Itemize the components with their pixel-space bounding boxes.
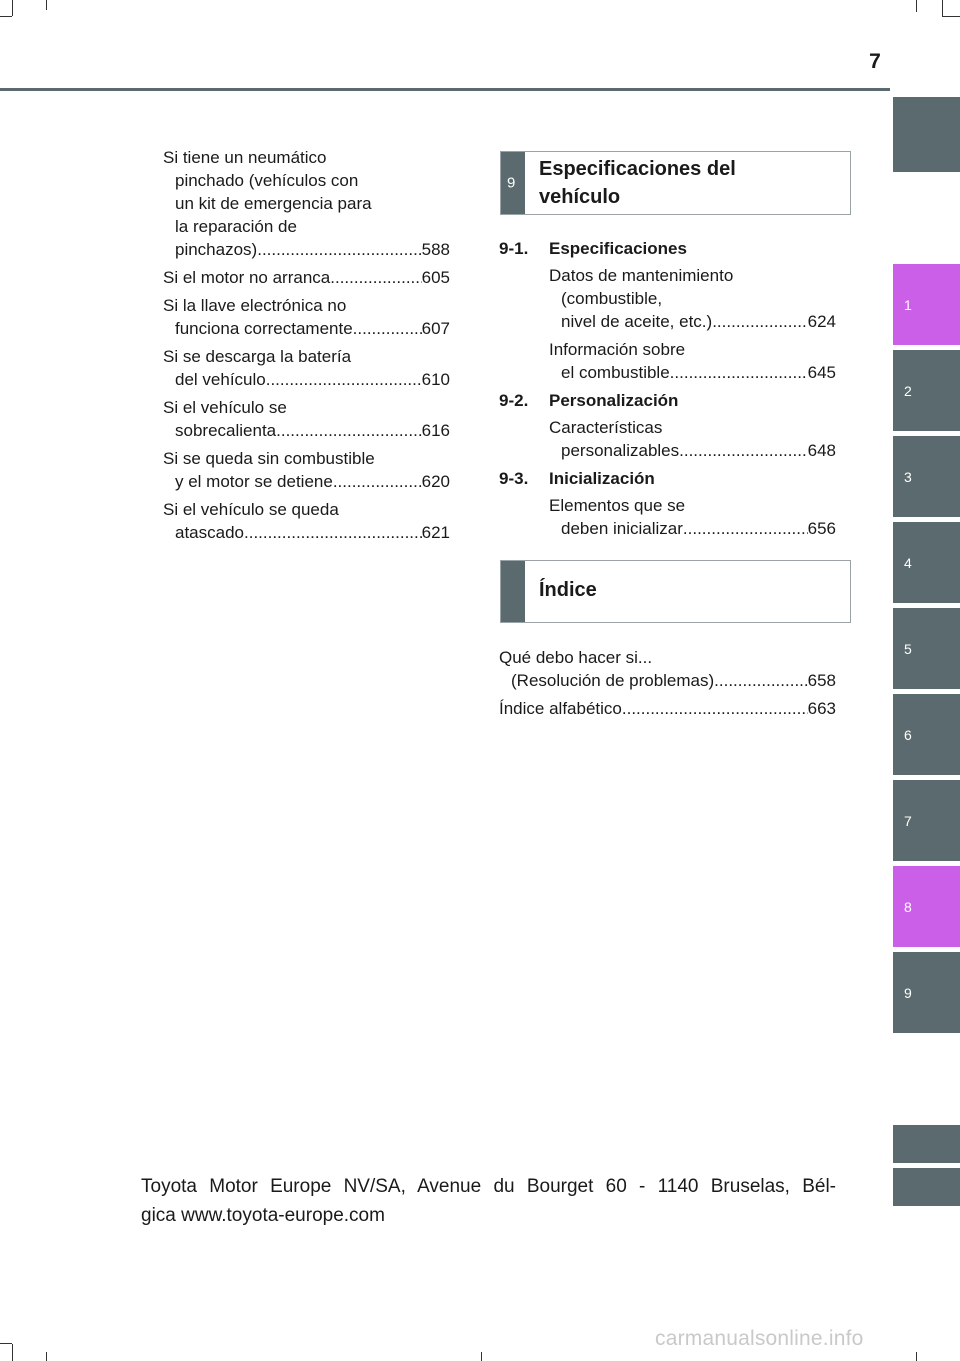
dot-leader	[333, 470, 422, 493]
toc-page-number: 610	[421, 370, 450, 389]
toc-page-number: 645	[807, 363, 836, 382]
toc-page-number: 648	[807, 441, 836, 460]
crop-mark	[0, 1343, 12, 1344]
toc-page-number: 624	[807, 312, 836, 331]
toc-entry-text: (Resolución de problemas)	[511, 671, 715, 690]
toc-entry[interactable]	[499, 646, 836, 692]
toc-entry-text: Si tiene un neumático	[163, 148, 327, 167]
dot-leader	[683, 517, 808, 540]
dot-leader	[330, 266, 421, 289]
toc-entry[interactable]	[549, 494, 836, 540]
toc-entry-text: Información sobre	[549, 340, 686, 359]
toc-entry[interactable]	[163, 294, 450, 340]
publisher-footer	[141, 1172, 836, 1230]
right-toc-column	[499, 237, 836, 545]
toc-entry[interactable]	[163, 498, 450, 544]
tab-chapter-7[interactable]: 7	[893, 780, 960, 861]
toc-entry[interactable]	[163, 266, 450, 289]
toc-entry-text: atascado	[175, 523, 244, 542]
section-header-index	[500, 560, 851, 623]
crop-mark	[12, 0, 13, 16]
toc-entry-text: Índice alfabético	[499, 699, 622, 718]
toc-entry-text: Si la llave electrónica no	[163, 296, 347, 315]
toc-entry-text: (combustible,	[561, 289, 663, 308]
tab-chapter-2[interactable]: 2	[893, 350, 960, 431]
tab-top-blank[interactable]	[893, 97, 960, 172]
toc-entry-text: sobrecalienta	[175, 421, 277, 440]
dot-leader	[276, 419, 422, 442]
dot-leader	[679, 439, 807, 462]
header-rule	[0, 88, 890, 91]
toc-entry-text: personalizables	[561, 441, 680, 460]
tab-chapter-4[interactable]: 4	[893, 522, 960, 603]
toc-entry-text: Datos de mantenimiento	[549, 266, 734, 285]
toc-entry[interactable]	[499, 697, 836, 720]
subsection-heading[interactable]	[499, 237, 836, 260]
dot-leader	[353, 317, 422, 340]
crop-mark	[46, 1352, 47, 1361]
subsection-title: Especificaciones	[549, 239, 687, 258]
toc-page-number: 620	[421, 472, 450, 491]
toc-entry-text: Si el motor no arranca	[163, 268, 331, 287]
page-number: 7	[869, 50, 881, 73]
subsection-number: 9-1.	[499, 239, 529, 258]
toc-page-number: 656	[807, 519, 836, 538]
toc-entry[interactable]	[549, 264, 836, 333]
section-number-bar: 9	[501, 152, 525, 214]
subsection-heading[interactable]	[499, 467, 836, 490]
toc-entry-text: Elementos que se	[549, 496, 686, 515]
toc-entry-text: el combustible	[561, 363, 670, 382]
toc-page-number: 605	[421, 268, 450, 287]
crop-mark	[46, 0, 47, 10]
dot-leader	[712, 310, 807, 333]
index-toc-column	[499, 646, 836, 725]
subsection-number: 9-3.	[499, 469, 529, 488]
toc-entry-text: un kit de emergencia para	[175, 194, 372, 213]
dot-leader	[622, 697, 808, 720]
crop-mark	[12, 1344, 13, 1361]
section-title: Especificaciones del vehículo	[539, 158, 736, 208]
toc-entry[interactable]	[163, 396, 450, 442]
section-number-bar	[501, 561, 525, 622]
chapter-tabs	[893, 0, 960, 1361]
subsection-heading[interactable]	[499, 389, 836, 412]
dot-leader	[266, 368, 422, 391]
toc-entry[interactable]	[549, 338, 836, 384]
toc-entry-text: Si el vehículo se	[163, 398, 287, 417]
toc-page-number: 621	[421, 523, 450, 542]
crop-mark	[481, 1352, 482, 1361]
dot-leader	[714, 669, 807, 692]
toc-entry-text: Si se queda sin combustible	[163, 449, 375, 468]
toc-entry-text: del vehículo	[175, 370, 266, 389]
toc-page-number: 663	[807, 699, 836, 718]
tab-bottom-a[interactable]	[893, 1125, 960, 1163]
toc-entry-text: pinchazos)	[175, 240, 258, 259]
tab-bottom-b[interactable]	[893, 1168, 960, 1206]
toc-entry-text: deben inicializar	[561, 519, 683, 538]
toc-entry[interactable]	[549, 416, 836, 462]
left-toc-column	[163, 146, 450, 549]
toc-page-number: 616	[421, 421, 450, 440]
toc-entry[interactable]	[163, 447, 450, 493]
tab-chapter-1[interactable]: 1	[893, 264, 960, 345]
dot-leader	[670, 361, 808, 384]
dot-leader	[244, 521, 422, 544]
tab-chapter-9[interactable]: 9	[893, 952, 960, 1033]
toc-entry-text: Qué debo hacer si...	[499, 648, 653, 667]
crop-mark	[0, 16, 12, 17]
toc-page-number: 658	[807, 671, 836, 690]
subsection-title: Inicialización	[549, 469, 655, 488]
toc-entry-text: y el motor se detiene	[175, 472, 333, 491]
tab-chapter-5[interactable]: 5	[893, 608, 960, 689]
footer-line: Toyota Motor Europe NV/SA, Avenue du Bourget 60 - 1140 Bruselas, Bél-	[141, 1176, 836, 1197]
toc-entry-text: nivel de aceite, etc.)	[561, 312, 713, 331]
section-header-9	[500, 151, 851, 215]
subsection-number: 9-2.	[499, 391, 529, 410]
subsection-title: Personalización	[549, 391, 679, 410]
toc-entry-text: Si se descarga la batería	[163, 347, 352, 366]
watermark: carmanualsonline.info	[655, 1327, 864, 1350]
toc-entry-text: Si el vehículo se queda	[163, 500, 339, 519]
section-title: Índice	[539, 579, 597, 601]
toc-page-number: 607	[421, 319, 450, 338]
toc-entry-text: la reparación de	[175, 217, 297, 236]
toc-page-number: 588	[421, 240, 450, 259]
footer-line: gica www.toyota-europe.com	[141, 1205, 385, 1226]
toc-entry-text: funciona correctamente	[175, 319, 353, 338]
tab-chapter-3[interactable]: 3	[893, 436, 960, 517]
toc-entry-text: Características	[549, 418, 663, 437]
dot-leader	[257, 238, 421, 261]
toc-entry[interactable]	[163, 345, 450, 391]
toc-entry-text: pinchado (vehículos con	[175, 171, 359, 190]
tab-chapter-6[interactable]: 6	[893, 694, 960, 775]
toc-entry[interactable]	[163, 146, 450, 261]
tab-chapter-8[interactable]: 8	[893, 866, 960, 947]
